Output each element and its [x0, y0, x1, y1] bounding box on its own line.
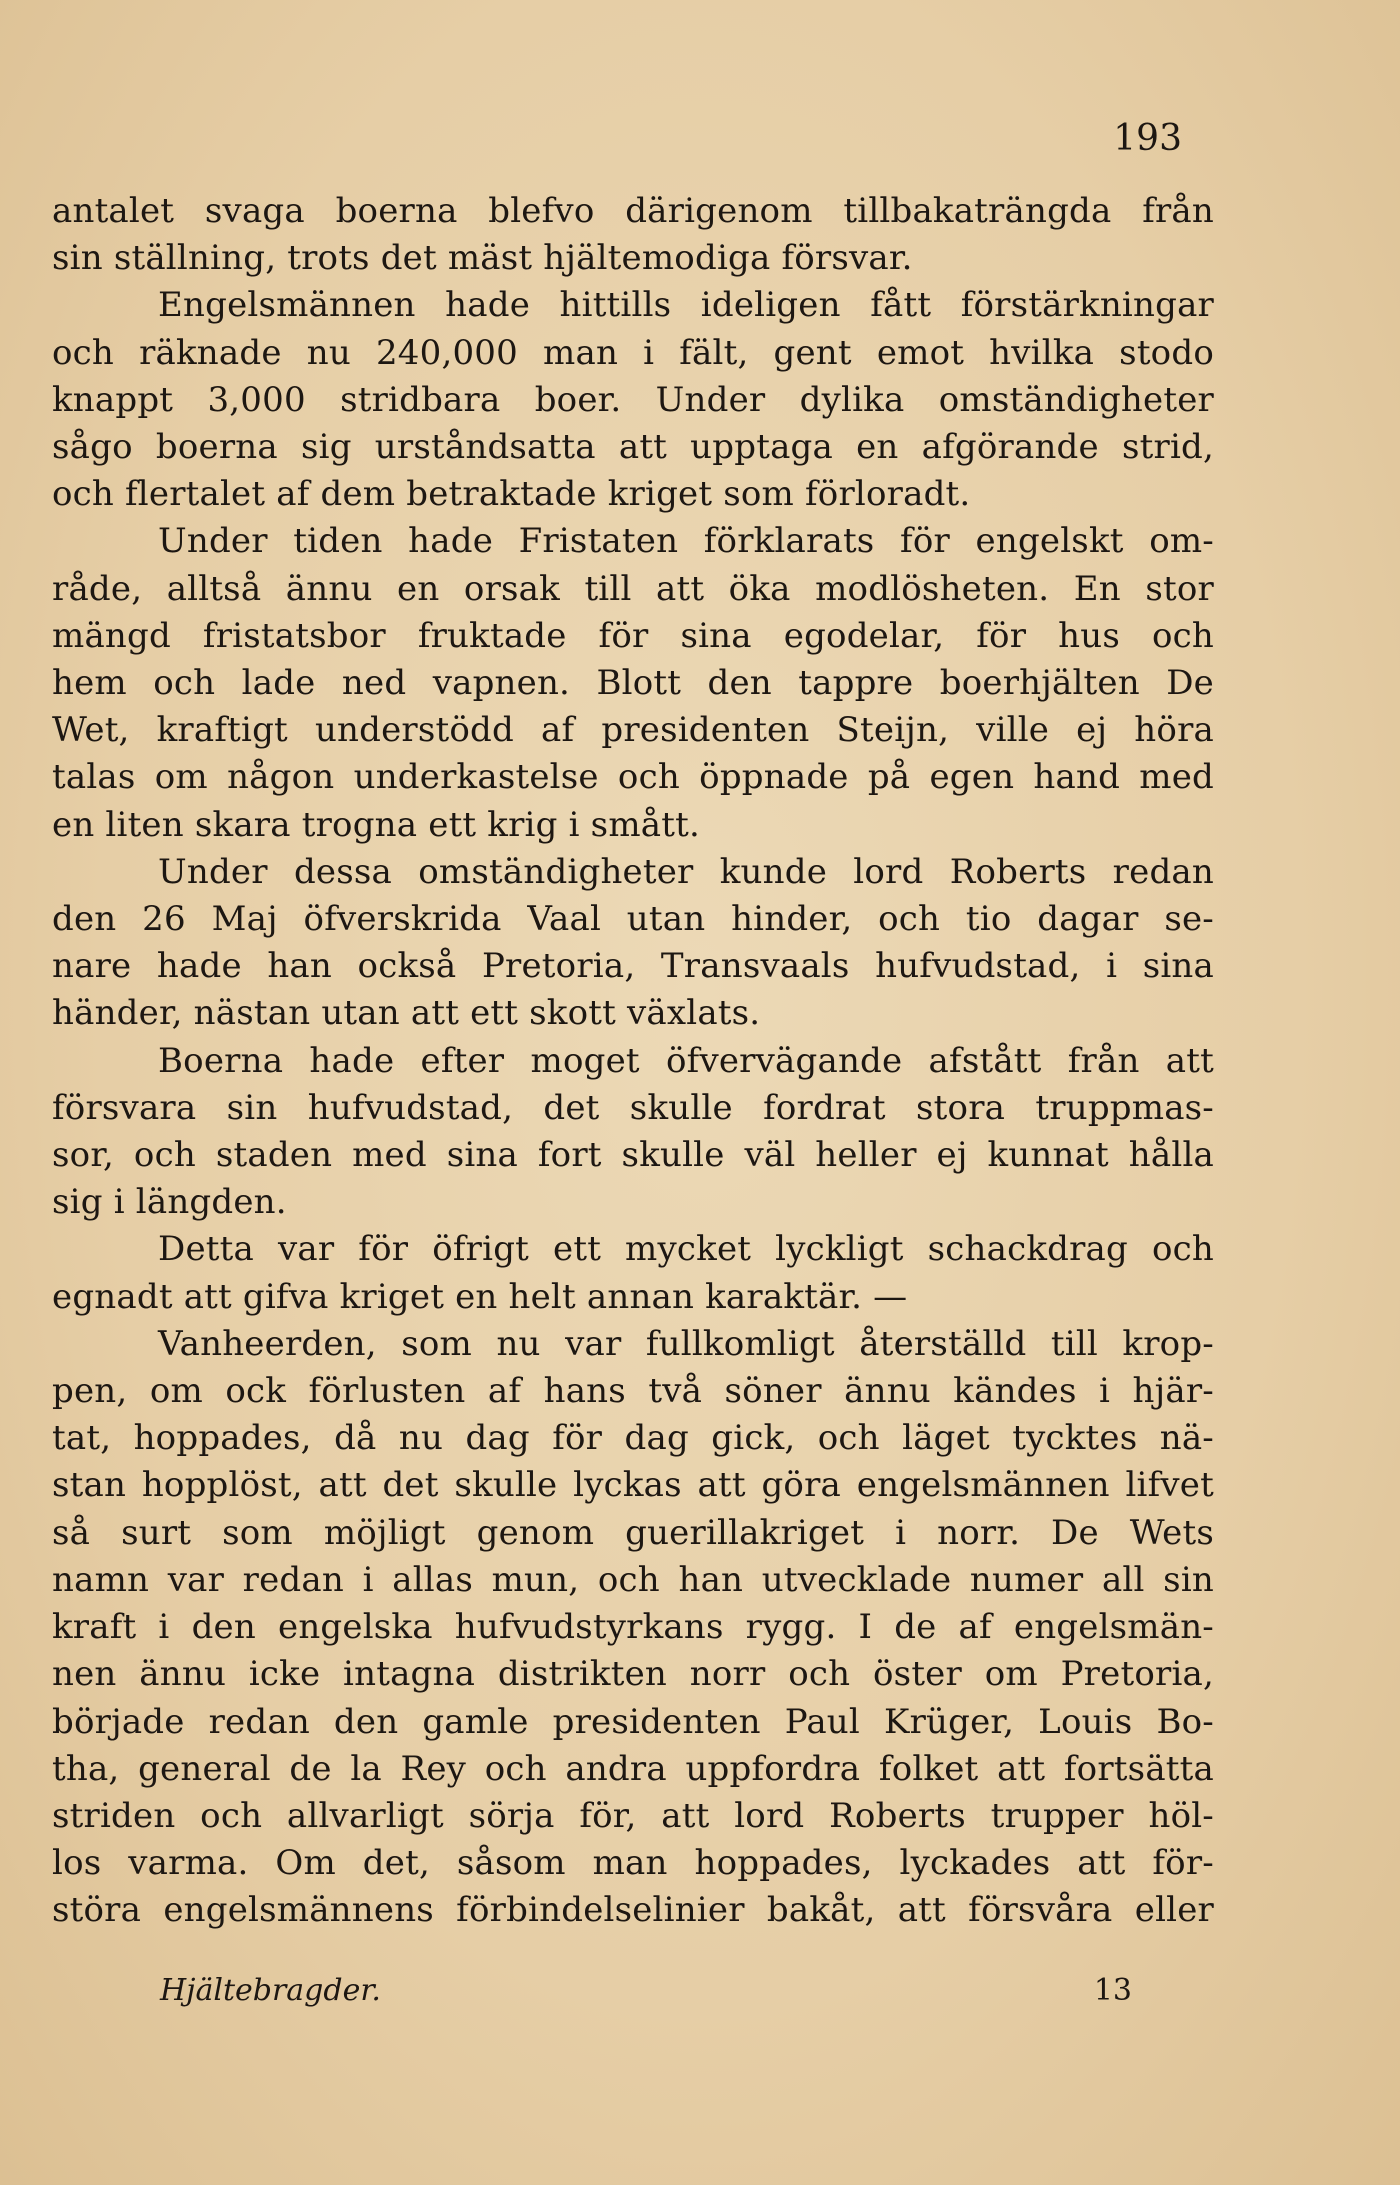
text-line: stan hopplöst, att det skulle lyckas att göra engelsmännen lifvet — [52, 1465, 1214, 1506]
text-line: hem och lade ned vapnen. Blott den tappre boerhjälten De — [52, 663, 1214, 704]
page-footer — [160, 1973, 1132, 2008]
text-line: antalet svaga boerna blefvo därigenom tillbakaträngda från — [52, 191, 1214, 231]
text-line: mängd fristatsbor fruktade för sina egodelar, för hus och — [52, 615, 1214, 656]
text-line: Boerna hade efter moget öfvervägande afstått från att — [158, 1040, 1214, 1081]
text-line: händer, nästan utan att ett skott växlats. — [52, 993, 761, 1034]
text-line: kraft i den engelska hufvudstyrkans rygg. I de af engelsmän- — [52, 1607, 1214, 1648]
text-line: Vanheerden, som nu var fullkomligt återställd till krop- — [158, 1323, 1214, 1364]
text-line: namn var redan i allas mun, och han utvecklade numer all sin — [52, 1559, 1214, 1600]
text-line: så surt som möjligt genom guerillakriget i norr. De Wets — [52, 1512, 1214, 1553]
text-line: striden och allvarligt sörja för, att lord Roberts trupper höl- — [52, 1795, 1214, 1836]
text-line: försvara sin hufvudstad, det skulle fordrat stora truppmas- — [52, 1087, 1214, 1128]
text-line: störa engelsmännens förbindelselinier bakåt, att försvåra eller — [52, 1890, 1214, 1931]
text-line: Wet, kraftigt understödd af presidenten Steijn, ville ej höra — [52, 710, 1214, 751]
text-line: Under tiden hade Fristaten förklarats för engelskt om- — [158, 521, 1214, 562]
text-line: råde, alltså ännu en orsak till att öka modlösheten. En stor — [52, 568, 1214, 609]
text-line: nen ännu icke intagna distrikten norr och öster om Pretoria, — [52, 1654, 1214, 1695]
text-line: en liten skara trogna ett krig i smått. — [52, 804, 700, 845]
text-line: sig i längden. — [52, 1182, 287, 1223]
text-line: egnadt att gifva kriget en helt annan karaktär. — — [52, 1276, 908, 1317]
text-line: och räknade nu 240,000 man i fält, gent emot hvilka stodo — [52, 332, 1214, 373]
text-line: började redan den gamle presidenten Paul Krüger, Louis Bo- — [52, 1701, 1214, 1742]
text-line: den 26 Maj öfverskrida Vaal utan hinder, och tio dagar se- — [52, 899, 1214, 940]
text-line: sågo boerna sig urståndsatta att upptaga en afgörande strid, — [52, 427, 1214, 468]
text-line: tha, general de la Rey och andra uppfordra folket att fortsätta — [52, 1748, 1214, 1789]
text-line: Detta var för öfrigt ett mycket lyckligt schackdrag och — [158, 1229, 1214, 1270]
footer-signature-mark: 13 — [1093, 1973, 1132, 2008]
text-line: talas om någon underkastelse och öppnade på egen hand med — [52, 757, 1214, 798]
text-line: Engelsmännen hade hittills ideligen fått förstärkningar — [158, 285, 1214, 326]
text-line: Under dessa omständigheter kunde lord Roberts redan — [158, 851, 1214, 892]
text-line: knappt 3,000 stridbara boer. Under dylika omständigheter — [52, 379, 1214, 420]
text-line: sin ställning, trots det mäst hjältemodiga försvar. — [52, 238, 913, 279]
text-line: tat, hoppades, då nu dag för dag gick, och läget tycktes nä- — [52, 1418, 1214, 1459]
text-line: sor, och staden med sina fort skulle väl heller ej kunnat hålla — [52, 1135, 1214, 1176]
footer-book-title: Hjältebragder. — [160, 1973, 381, 2008]
text-line: och flertalet af dem betraktade kriget som förloradt. — [52, 474, 971, 515]
body-text — [52, 188, 1214, 1935]
text-line: pen, om ock förlusten af hans två söner ännu kändes i hjär- — [52, 1371, 1214, 1412]
page-number: 193 — [1113, 118, 1182, 159]
text-line: nare hade han också Pretoria, Transvaals hufvudstad, i sina — [52, 946, 1214, 987]
text-line: los varma. Om det, såsom man hoppades, lyckades att för- — [52, 1843, 1214, 1884]
